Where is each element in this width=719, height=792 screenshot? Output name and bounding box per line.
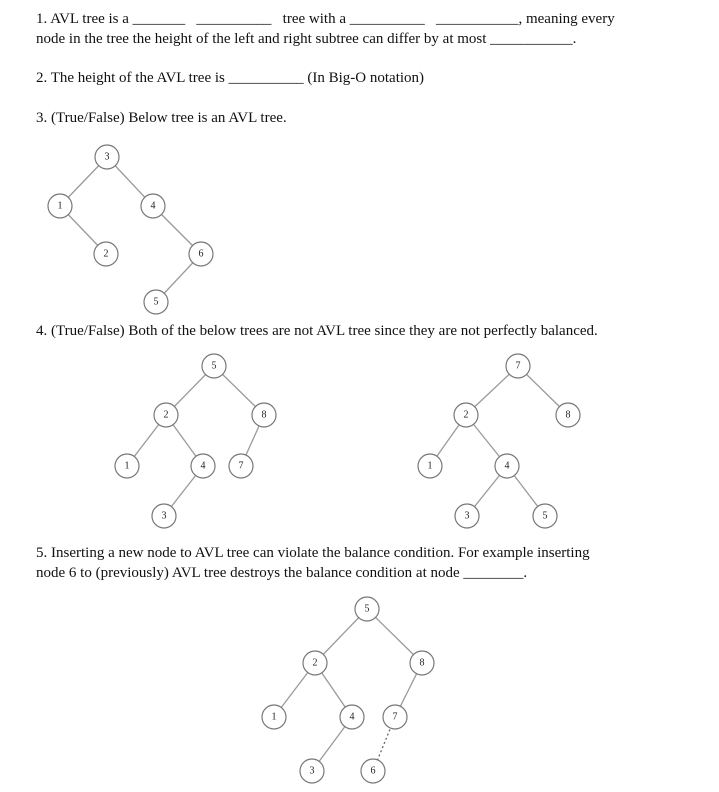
question-4-number: 4. [36, 323, 48, 339]
svg-text:1: 1 [271, 711, 277, 723]
svg-text:1: 1 [124, 460, 130, 472]
question-2-number: 2. [36, 70, 48, 86]
question-3: 3. (True/False) Below tree is an AVL tree. [36, 110, 287, 126]
svg-text:3: 3 [161, 510, 167, 522]
svg-text:4: 4 [200, 460, 206, 472]
tree-node [262, 705, 286, 729]
svg-text:8: 8 [419, 657, 425, 669]
tree-node [361, 759, 385, 783]
svg-text:1: 1 [57, 200, 63, 212]
svg-text:2: 2 [163, 409, 169, 421]
svg-text:4: 4 [349, 711, 355, 723]
svg-text:6: 6 [198, 248, 204, 260]
svg-text:7: 7 [392, 711, 398, 723]
tree-node [300, 759, 324, 783]
svg-text:5: 5 [542, 510, 548, 522]
question-4: 4. (True/False) Both of the below trees are not AVL tree since they are not perfectly balanced. [36, 323, 598, 339]
question-3-number: 3. [36, 110, 48, 126]
question-5-line-2: node 6 to (previously) AVL tree destroys the balance condition at node ________. [36, 565, 528, 581]
question-5-blank: ________ [463, 565, 524, 581]
svg-text:3: 3 [309, 765, 315, 777]
tree-node [340, 705, 364, 729]
svg-text:2: 2 [463, 409, 469, 421]
svg-text:1: 1 [427, 460, 433, 472]
svg-text:7: 7 [515, 360, 521, 372]
svg-text:6: 6 [370, 765, 376, 777]
question-1-line-2: node in the tree the height of the left and right subtree can differ by at most ___________. [36, 31, 577, 47]
question-2: 2. The height of the AVL tree is __________ (In Big-O notation) [36, 70, 425, 86]
svg-text:4: 4 [150, 200, 156, 212]
tree-node [410, 651, 434, 675]
tree-node [303, 651, 327, 675]
svg-text:5: 5 [364, 603, 370, 615]
question-5-line-1: 5. Inserting a new node to AVL tree can violate the balance condition. For example inserting [36, 545, 590, 561]
blank-4: ___________ [435, 11, 519, 27]
question-5-number: 5. [36, 545, 48, 561]
tree-edges [271, 609, 422, 771]
svg-text:2: 2 [312, 657, 318, 669]
blank-3: __________ [349, 11, 425, 27]
svg-text:3: 3 [104, 151, 110, 163]
svg-text:5: 5 [153, 296, 159, 308]
question-1-number: 1. [36, 11, 48, 27]
tree-node [383, 705, 407, 729]
blank-2: __________ [196, 11, 272, 27]
svg-text:4: 4 [504, 460, 510, 472]
svg-text:5: 5 [211, 360, 217, 372]
svg-text:3: 3 [464, 510, 470, 522]
svg-text:2: 2 [103, 248, 109, 260]
svg-text:8: 8 [565, 409, 571, 421]
blank-1: _______ [132, 11, 186, 27]
svg-text:8: 8 [261, 409, 267, 421]
tree-node [355, 597, 379, 621]
question-1-line-1: 1. AVL tree is a _______ __________ tree with a __________ ___________, meaning every [36, 11, 615, 27]
svg-text:7: 7 [238, 460, 244, 472]
question-2-blank: __________ [228, 70, 304, 86]
blank-5: ___________ [490, 31, 573, 47]
